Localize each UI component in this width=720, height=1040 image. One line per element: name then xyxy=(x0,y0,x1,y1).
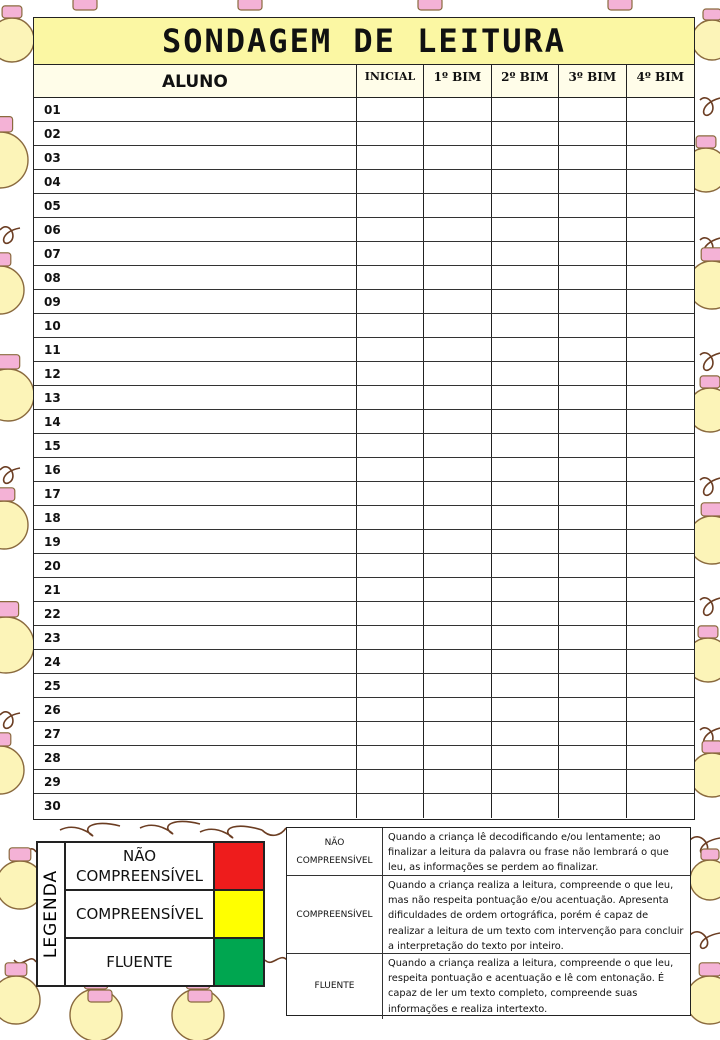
legend-rows xyxy=(66,843,263,985)
assessment-cell[interactable] xyxy=(424,770,491,793)
assessment-cell[interactable] xyxy=(559,746,626,769)
assessment-cell[interactable] xyxy=(357,290,424,313)
assessment-cell[interactable] xyxy=(627,770,694,793)
assessment-cell[interactable] xyxy=(627,314,694,337)
assessment-cell[interactable] xyxy=(627,554,694,577)
assessment-cell[interactable] xyxy=(492,626,559,649)
assessment-cell[interactable] xyxy=(357,98,424,121)
assessment-cell[interactable] xyxy=(424,794,491,818)
table-row xyxy=(34,434,694,458)
legend-box xyxy=(36,841,265,987)
assessment-cell[interactable] xyxy=(627,194,694,217)
assessment-cell[interactable] xyxy=(559,722,626,745)
assessment-cell[interactable] xyxy=(627,674,694,697)
assessment-cell[interactable] xyxy=(492,362,559,385)
assessment-cell[interactable] xyxy=(424,602,491,625)
student-number: 08 xyxy=(34,266,357,289)
assessment-cell[interactable] xyxy=(492,770,559,793)
table-row xyxy=(34,290,694,314)
legend-item-nao-compreensivel xyxy=(66,843,263,891)
green-swatch xyxy=(215,939,263,985)
student-number: 25 xyxy=(34,674,357,697)
assessment-cell[interactable] xyxy=(357,218,424,241)
assessment-cell[interactable] xyxy=(492,194,559,217)
table-row xyxy=(34,146,694,170)
assessment-cell[interactable] xyxy=(627,242,694,265)
assessment-cell[interactable] xyxy=(627,98,694,121)
student-number: 05 xyxy=(34,194,357,217)
student-number: 24 xyxy=(34,650,357,673)
assessment-cell[interactable] xyxy=(627,362,694,385)
student-number: 03 xyxy=(34,146,357,169)
assessment-cell[interactable] xyxy=(492,650,559,673)
student-number: 23 xyxy=(34,626,357,649)
assessment-cell[interactable] xyxy=(492,98,559,121)
assessment-cell[interactable] xyxy=(559,362,626,385)
table-row xyxy=(34,242,694,266)
header-2-bim: 2º BIM xyxy=(492,65,559,97)
assessment-cell[interactable] xyxy=(559,602,626,625)
student-number: 22 xyxy=(34,602,357,625)
header-1-bim: 1º BIM xyxy=(424,65,491,97)
assessment-cell[interactable] xyxy=(492,170,559,193)
table-row xyxy=(34,338,694,362)
assessment-cell[interactable] xyxy=(357,386,424,409)
assessment-cell[interactable] xyxy=(559,458,626,481)
assessment-cell[interactable] xyxy=(357,650,424,673)
student-number: 10 xyxy=(34,314,357,337)
assessment-cell[interactable] xyxy=(559,98,626,121)
assessment-cell[interactable] xyxy=(627,170,694,193)
student-number: 02 xyxy=(34,122,357,145)
table-row xyxy=(34,218,694,242)
assessment-cell[interactable] xyxy=(357,434,424,457)
assessment-cell[interactable] xyxy=(559,794,626,818)
assessment-cell[interactable] xyxy=(357,722,424,745)
assessment-cell[interactable] xyxy=(627,746,694,769)
table-row xyxy=(34,626,694,650)
assessment-cell[interactable] xyxy=(492,506,559,529)
table-row xyxy=(34,170,694,194)
assessment-cell[interactable] xyxy=(559,266,626,289)
legend-title-text: LEGENDA xyxy=(41,869,61,959)
assessment-cell[interactable] xyxy=(357,146,424,169)
assessment-cell[interactable] xyxy=(492,266,559,289)
assessment-cell[interactable] xyxy=(627,650,694,673)
assessment-cell[interactable] xyxy=(559,410,626,433)
table-row xyxy=(34,386,694,410)
assessment-cell[interactable] xyxy=(627,266,694,289)
student-number: 15 xyxy=(34,434,357,457)
description-row-nao-compreensivel xyxy=(287,828,690,876)
student-number: 27 xyxy=(34,722,357,745)
table-row xyxy=(34,794,694,818)
assessment-cell[interactable] xyxy=(424,650,491,673)
assessment-cell[interactable] xyxy=(424,266,491,289)
assessment-cell[interactable] xyxy=(492,554,559,577)
student-number: 18 xyxy=(34,506,357,529)
assessment-cell[interactable] xyxy=(627,458,694,481)
student-number: 30 xyxy=(34,794,357,818)
table-row xyxy=(34,554,694,578)
assessment-cell[interactable] xyxy=(357,794,424,818)
assessment-cell[interactable] xyxy=(559,770,626,793)
assessment-cell[interactable] xyxy=(492,434,559,457)
assessment-cell[interactable] xyxy=(424,122,491,145)
assessment-cell[interactable] xyxy=(424,458,491,481)
assessment-cell[interactable] xyxy=(559,338,626,361)
table-row xyxy=(34,722,694,746)
assessment-cell[interactable] xyxy=(492,482,559,505)
student-number: 17 xyxy=(34,482,357,505)
header-aluno: ALUNO xyxy=(34,65,357,97)
assessment-cell[interactable] xyxy=(627,338,694,361)
student-number: 20 xyxy=(34,554,357,577)
table-row xyxy=(34,362,694,386)
assessment-cell[interactable] xyxy=(559,506,626,529)
table-row xyxy=(34,266,694,290)
assessment-cell[interactable] xyxy=(559,554,626,577)
assessment-cell[interactable] xyxy=(492,458,559,481)
assessment-cell[interactable] xyxy=(424,290,491,313)
assessment-cell[interactable] xyxy=(627,722,694,745)
table-row xyxy=(34,698,694,722)
legend-item-compreensivel xyxy=(66,891,263,939)
header-4-bim: 4º BIM xyxy=(636,70,685,84)
assessment-cell[interactable] xyxy=(424,722,491,745)
assessment-cell[interactable] xyxy=(559,530,626,553)
assessment-cell[interactable] xyxy=(424,194,491,217)
assessment-cell[interactable] xyxy=(559,122,626,145)
assessment-cell[interactable] xyxy=(492,746,559,769)
assessment-cell[interactable] xyxy=(492,386,559,409)
description-label: FLUENTE xyxy=(287,954,383,1019)
table-row xyxy=(34,194,694,218)
assessment-cell[interactable] xyxy=(492,290,559,313)
assessment-cell[interactable] xyxy=(627,386,694,409)
table-row xyxy=(34,674,694,698)
assessment-cell[interactable] xyxy=(559,482,626,505)
assessment-cell[interactable] xyxy=(424,626,491,649)
student-number: 13 xyxy=(34,386,357,409)
assessment-cell[interactable] xyxy=(627,602,694,625)
assessment-cell[interactable] xyxy=(357,578,424,601)
description-text: Quando a criança lê decodificando e/ou lentamente; ao finalizar a leitura da palavra ou frase não lembrará o que leu, as informações se perdem ao finalizar. xyxy=(388,832,669,874)
assessment-cell[interactable] xyxy=(627,506,694,529)
assessment-cell[interactable] xyxy=(492,338,559,361)
assessment-cell[interactable] xyxy=(492,242,559,265)
assessment-cell[interactable] xyxy=(559,434,626,457)
assessment-cell[interactable] xyxy=(424,434,491,457)
assessment-cell[interactable] xyxy=(492,602,559,625)
assessment-cell[interactable] xyxy=(424,338,491,361)
assessment-cell[interactable] xyxy=(627,626,694,649)
student-number: 19 xyxy=(34,530,357,553)
student-number: 09 xyxy=(34,290,357,313)
description-label: COMPREENSÍVEL xyxy=(287,876,383,953)
assessment-cell[interactable] xyxy=(559,386,626,409)
student-number: 07 xyxy=(34,242,357,265)
assessment-cell[interactable] xyxy=(559,650,626,673)
assessment-cell[interactable] xyxy=(559,170,626,193)
legend-label: COMPREENSÍVEL xyxy=(66,891,215,937)
description-text: Quando a criança realiza a leitura, compreende o que leu, mas não respeita pontuação e/ou acentuação. Apresenta dificuldades de ordem ortográfica, porém é capaz de realizar a leitura de um texto com intervenção para concluir a interpretação do texto por inteiro. xyxy=(388,880,684,952)
assessment-cell[interactable] xyxy=(357,170,424,193)
table-row xyxy=(34,314,694,338)
assessment-cell[interactable] xyxy=(627,794,694,818)
assessment-cell[interactable] xyxy=(357,602,424,625)
assessment-cell[interactable] xyxy=(424,674,491,697)
student-number: 01 xyxy=(34,98,357,121)
assessment-cell[interactable] xyxy=(492,794,559,818)
assessment-cell[interactable] xyxy=(492,122,559,145)
assessment-cell[interactable] xyxy=(357,194,424,217)
assessment-cell[interactable] xyxy=(559,698,626,721)
table-row xyxy=(34,530,694,554)
assessment-cell[interactable] xyxy=(357,770,424,793)
table-row xyxy=(34,482,694,506)
assessment-cell[interactable] xyxy=(357,458,424,481)
assessment-cell[interactable] xyxy=(492,146,559,169)
assessment-cell[interactable] xyxy=(627,482,694,505)
assessment-cell[interactable] xyxy=(424,146,491,169)
table-row xyxy=(34,746,694,770)
assessment-cell[interactable] xyxy=(357,362,424,385)
assessment-cell[interactable] xyxy=(627,218,694,241)
student-number: 14 xyxy=(34,410,357,433)
assessment-cell[interactable] xyxy=(559,674,626,697)
student-number: 29 xyxy=(34,770,357,793)
assessment-cell[interactable] xyxy=(424,218,491,241)
legend-title xyxy=(38,843,66,985)
table-row xyxy=(34,602,694,626)
assessment-cell[interactable] xyxy=(357,554,424,577)
assessment-cell[interactable] xyxy=(559,218,626,241)
table-row xyxy=(34,770,694,794)
assessment-cell[interactable] xyxy=(424,170,491,193)
assessment-cell[interactable] xyxy=(627,698,694,721)
assessment-cell[interactable] xyxy=(627,530,694,553)
assessment-cell[interactable] xyxy=(559,626,626,649)
assessment-cell[interactable] xyxy=(424,698,491,721)
legend-label: NÃO COMPREENSÍVEL xyxy=(66,843,215,889)
assessment-cell[interactable] xyxy=(357,746,424,769)
assessment-cell[interactable] xyxy=(424,530,491,553)
student-number: 06 xyxy=(34,218,357,241)
assessment-cell[interactable] xyxy=(357,242,424,265)
assessment-cell[interactable] xyxy=(424,362,491,385)
table-body xyxy=(34,98,694,818)
assessment-cell[interactable] xyxy=(627,146,694,169)
assessment-cell[interactable] xyxy=(424,554,491,577)
student-number: 21 xyxy=(34,578,357,601)
student-number: 04 xyxy=(34,170,357,193)
table-row xyxy=(34,410,694,434)
red-swatch xyxy=(215,843,263,889)
table-row xyxy=(34,98,694,122)
page-title: SONDAGEM DE LEITURA xyxy=(34,18,694,65)
assessment-cell[interactable] xyxy=(492,674,559,697)
assessment-cell[interactable] xyxy=(627,410,694,433)
assessment-cell[interactable] xyxy=(424,386,491,409)
assessment-cell[interactable] xyxy=(492,314,559,337)
assessment-cell[interactable] xyxy=(559,194,626,217)
assessment-cell[interactable] xyxy=(357,506,424,529)
student-number: 26 xyxy=(34,698,357,721)
assessment-cell[interactable] xyxy=(492,410,559,433)
assessment-cell[interactable] xyxy=(424,482,491,505)
student-number: 16 xyxy=(34,458,357,481)
student-number: 12 xyxy=(34,362,357,385)
assessment-cell[interactable] xyxy=(357,314,424,337)
assessment-cell[interactable] xyxy=(424,98,491,121)
student-number: 28 xyxy=(34,746,357,769)
table-row xyxy=(34,506,694,530)
assessment-cell[interactable] xyxy=(492,698,559,721)
reading-assessment-table xyxy=(33,17,695,820)
table-header xyxy=(34,65,694,98)
assessment-cell[interactable] xyxy=(357,410,424,433)
header-inicial: INICIAL xyxy=(357,65,424,97)
assessment-cell[interactable] xyxy=(357,698,424,721)
assessment-cell[interactable] xyxy=(357,530,424,553)
assessment-cell[interactable] xyxy=(627,434,694,457)
assessment-cell[interactable] xyxy=(424,746,491,769)
assessment-cell[interactable] xyxy=(627,290,694,313)
assessment-cell[interactable] xyxy=(357,674,424,697)
assessment-cell[interactable] xyxy=(357,122,424,145)
assessment-cell[interactable] xyxy=(559,578,626,601)
description-label: NÃO COMPREENSÍVEL xyxy=(287,828,383,875)
table-row xyxy=(34,578,694,602)
assessment-cell[interactable] xyxy=(424,410,491,433)
assessment-cell[interactable] xyxy=(492,578,559,601)
table-row xyxy=(34,458,694,482)
assessment-cell[interactable] xyxy=(424,578,491,601)
description-table xyxy=(286,827,691,1016)
assessment-cell[interactable] xyxy=(627,122,694,145)
table-row xyxy=(34,122,694,146)
assessment-cell[interactable] xyxy=(424,314,491,337)
student-number: 11 xyxy=(34,338,357,361)
assessment-cell[interactable] xyxy=(492,530,559,553)
description-row-compreensivel xyxy=(287,876,690,954)
table-row xyxy=(34,650,694,674)
assessment-cell[interactable] xyxy=(424,242,491,265)
assessment-cell[interactable] xyxy=(559,290,626,313)
assessment-cell[interactable] xyxy=(357,626,424,649)
assessment-cell[interactable] xyxy=(357,266,424,289)
assessment-cell[interactable] xyxy=(357,338,424,361)
yellow-swatch xyxy=(215,891,263,937)
assessment-cell[interactable] xyxy=(492,218,559,241)
assessment-cell[interactable] xyxy=(559,242,626,265)
assessment-cell[interactable] xyxy=(357,482,424,505)
description-text: Quando a criança realiza a leitura, compreende o que leu, respeita pontuação e acentuação e lê com entonação. É capaz de ler um texto completo, compreende suas informações e realiza intertexto. xyxy=(388,958,674,1015)
assessment-cell[interactable] xyxy=(492,722,559,745)
header-3-bim: 3º BIM xyxy=(559,65,626,97)
assessment-cell[interactable] xyxy=(559,314,626,337)
description-row-fluente xyxy=(287,954,690,1019)
assessment-cell[interactable] xyxy=(424,506,491,529)
legend-label: FLUENTE xyxy=(66,939,215,985)
assessment-cell[interactable] xyxy=(559,146,626,169)
legend-item-fluente xyxy=(66,939,263,985)
assessment-cell[interactable] xyxy=(627,578,694,601)
